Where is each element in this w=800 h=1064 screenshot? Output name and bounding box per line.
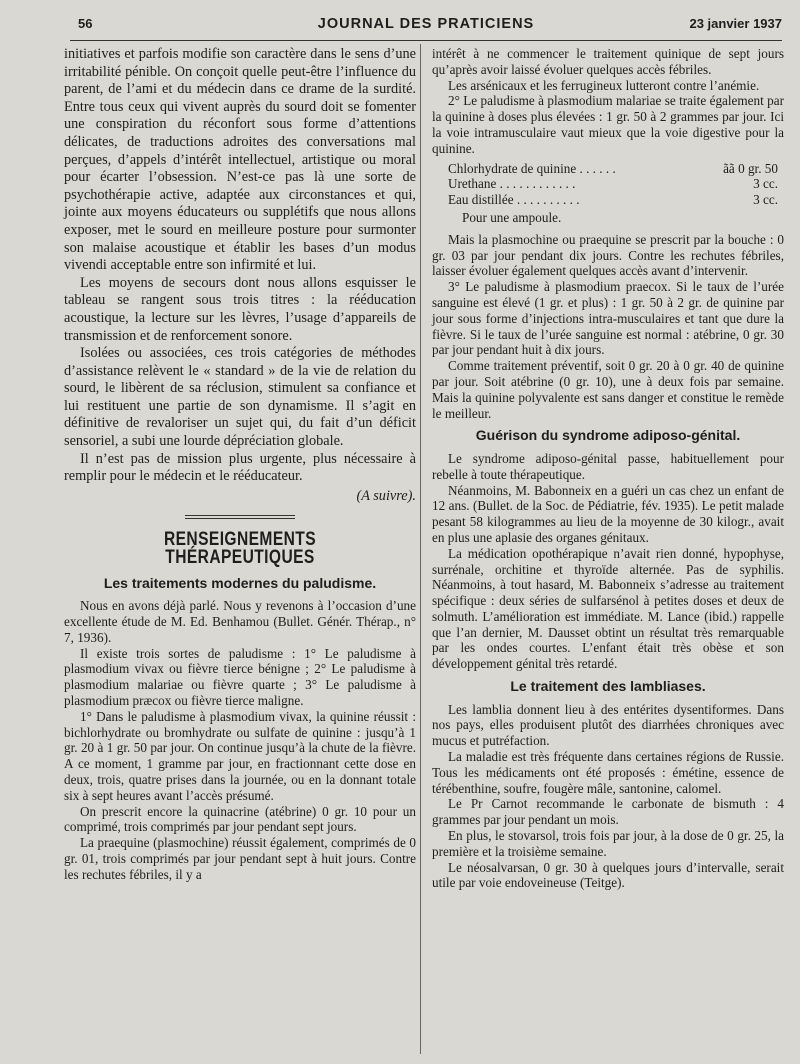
paragraph: Le Pr Carnot recommande le carbonate de bismuth : 4 grammes par jour pendant un mois.: [432, 796, 784, 828]
page-number: 56: [78, 16, 93, 31]
paragraph: On prescrit encore la quinacrine (atébrine) 0 gr. 10 pour un comprimé, trois comprimés par jour pendant sept jours.: [64, 803, 416, 835]
prescription-table: [448, 161, 800, 208]
prescription-item: Urethane . . . . . . . . . . . .: [448, 176, 576, 192]
subheading: Le traitement des lambliases.: [510, 678, 706, 695]
paragraph: La médication opothérapique n’avait rien donné, hypophyse, surrénale, orchitine et thyroïde alternée. Pas de syphilis. Néanmoins, à tout hasard, M. Babonneix s’adresse au traitement spécifique : deux séries de sulfarsénol à petites doses et deux de solmuth. L’amélioration est immédiate. M. Lance (ibid.) rappelle que l’an dernier, M. Dausset obtint un résultat très remarquable par les ondes courtes. L’enfant était très obèse et son développement génital très retardé.: [432, 545, 784, 672]
prescription-dose: ãã 0 gr. 50: [723, 160, 778, 176]
paragraph: intérêt à ne commencer le traitement quinique de sept jours qu’après avoir laissé évoluer quelques accès fébriles.: [432, 46, 784, 77]
prescription-row: [448, 192, 800, 208]
right-column: [432, 46, 784, 891]
paragraph: 3° Le paludisme à plasmodium praecox. Si le taux de l’urée sanguine est élevé (1 gr. et plus) : 1 gr. 50 à 2 gr. de quinine par jour sous forme d’injections intra-musculaires et tant que dure la fièvre. Si le taux de l’urée sanguine est normal : atébrine, 0 gr. 30 par jour pendant huit à dix jours.: [432, 279, 784, 358]
subheading: Guérison du syndrome adiposo-génital.: [475, 427, 741, 444]
paragraph: 2° Le paludisme à plasmodium malariae se traite également par la quinine à doses plus élevées : 1 gr. 50 à 2 grammes par jour. Ici la voie intramusculaire vaut mieux que la voie digestive pour la quinine.: [432, 93, 784, 156]
prescription-dose: 3 cc.: [753, 192, 778, 208]
page-header: [70, 14, 782, 41]
paragraph: Isolées ou associées, ces trois catégories de méthodes d’assistance relèvent le « standard » de la vie de relation du sourd, le libèrent de sa réclusion, stimulent sa confiance et lui restituent une partie de son dynamisme. Il s’agit en définitive de revaloriser un sujet qui, du fait d’un déficit sensoriel, a subi une lourde dépréciation globale.: [64, 345, 416, 450]
issue-date: 23 janvier 1937: [689, 16, 782, 31]
subheading: Les traitements modernes du paludisme.: [103, 574, 377, 591]
paragraph: Mais la plasmochine ou praequine se prescrit par la bouche : 0 gr. 03 par jour pendant dix jours. Contre les rechutes fébriles, laisser évoluer également quelques accès avant d’intervenir.: [432, 231, 784, 279]
prescription-row: [448, 161, 800, 177]
paragraph: Les moyens de secours dont nous allons esquisser le tableau se rangent sous trois titres : la rééducation acoustique, la lecture sur les lèvres, l’usage d’appareils de transmission et de renforcement sonore.: [64, 274, 416, 344]
paragraph: initiatives et parfois modifie son caractère dans le sens d’une irritabilité pénible. On conçoit quelle peut-être l’influence du parent, de l’ami et du médecin dans ce drame de la surdité. Entre tous ceux qui vivent auprès du sourd doit se fomenter une conspiration du réconfort sous forme d’attentions délicates, de traductions adroites des conversations mal perçues, d’appels d’intérêt intellectuel, artistique ou moral pour écarter l’obsession. N’est-ce pas là une sorte de psychothérapie active, adaptée aux circonstances et qui, jointe aux moyens éducateurs ou supplétifs que nous allons exposer, met le sourd en meilleure posture pour surmonter son malaise acoustique et établir les bases d’un modus vivendi acceptable entre son infirmité et lui.: [64, 46, 416, 274]
paragraph: La praequine (plasmochine) réussit également, comprimés de 0 gr. 01, trois comprimés par jour pendant sept à huit jours. Contre les rechutes fébriles, il y a: [64, 835, 416, 882]
prescription-dose: 3 cc.: [753, 176, 778, 192]
left-column: [64, 46, 416, 883]
column-divider: [420, 44, 421, 1054]
journal-title: JOURNAL DES PRATICIENS: [317, 16, 535, 32]
paragraph: Les lamblia donnent lieu à des entérites dysentiformes. Dans nos pays, elles produisent plutôt des diarrhées chroniques avec mucus et putréfaction.: [432, 701, 784, 749]
paragraph: Néanmoins, M. Babonneix en a guéri un cas chez un enfant de 12 ans. (Bullet. de la Soc. de Pédiatrie, fév. 1935). Le petit malade pesant 58 kilogrammes au lieu de la moyenne de 30 kilogr., avait en plus une aplasie des organes génitaux.: [432, 482, 784, 545]
paragraph: La maladie est très fréquente dans certaines régions de Russie. Tous les médicaments ont été proposés : émétine, essence de térébenthine, soufre, fougère mâle, santonine, calomel.: [432, 749, 784, 796]
paragraph: Le néosalvarsan, 0 gr. 30 à quelques jours d’intervalle, serait utile par voie endoveineuse (Teitge).: [432, 859, 784, 891]
paragraph: Il n’est pas de mission plus urgente, plus nécessaire à remplir pour le médecin et le rééducateur.: [64, 450, 416, 485]
paragraph: Le syndrome adiposo-génital passe, habituellement pour rebelle à toute thérapeutique.: [432, 450, 784, 482]
ampoule-note: Pour une ampoule.: [462, 209, 562, 225]
paragraph: 1° Dans le paludisme à plasmodium vivax, la quinine réussit : bichlorhydrate ou bromhydrate ou sulfate de quinine : jusqu’à 1 gr. 20 à 1 gr. 50 par jour. On continue jusqu’à la chute de la fièvre. A ce moment, 1 gramme par jour, en fractionnant cette dose en deux, trois, quatre prises dans la journée, ou en la donnant totale six à sept heures avant l’accès présumé.: [64, 708, 416, 803]
prescription-item: Eau distillée . . . . . . . . . .: [448, 192, 580, 208]
prescription-item: Chlorhydrate de quinine . . . . . .: [448, 160, 616, 176]
paragraph: Nous en avons déjà parlé. Nous y revenons à l’occasion d’une excellente étude de M. Ed. Benhamou (Bullet. Génér. Thérap., n° 7, 1936).: [64, 598, 416, 645]
paragraph: Les arsénicaux et les ferrugineux lutteront contre l’anémie.: [448, 77, 760, 93]
prescription-row: [448, 176, 800, 192]
section-title: RENSEIGNEMENTS THÉRAPEUTIQUES: [163, 529, 317, 569]
paragraph: Il existe trois sortes de paludisme : 1° Le paludisme à plasmodium vivax ou fièvre tierce bénigne ; 2° Le paludisme à plasmodium malariae ou fièvre quarte ; 3° Le paludisme à plasmodium præcox ou fièvre tierce maligne.: [64, 645, 416, 708]
paragraph: Comme traitement préventif, soit 0 gr. 20 à 0 gr. 40 de quinine par jour. Soit atébrine (0 gr. 10), une à deux fois par semaine. Mais la quinine polyvalente est sans danger et constitue le remède le meilleur.: [432, 358, 784, 421]
to-be-continued: (A suivre).: [356, 487, 416, 504]
section-rule: [185, 515, 295, 519]
paragraph: En plus, le stovarsol, trois fois par jour, à la dose de 0 gr. 25, la première et la troisième semaine.: [432, 828, 784, 859]
